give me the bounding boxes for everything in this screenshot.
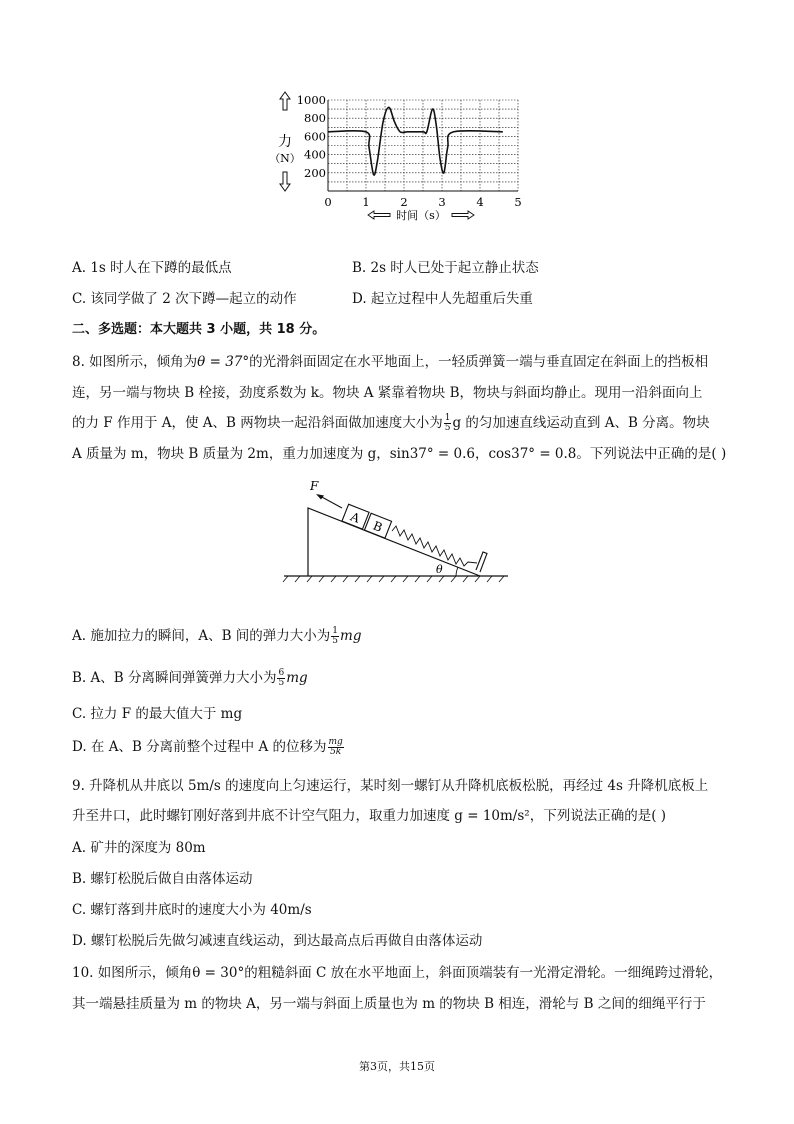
down-arrow-icon — [280, 172, 290, 191]
y-label-char: 力 — [278, 134, 292, 150]
page-footer: 第3页，共15页 — [359, 1060, 435, 1073]
force-label: F — [310, 479, 319, 493]
block-b-label: B — [370, 518, 385, 535]
x-tick-label: 0 — [324, 195, 332, 209]
force-arrow-head-icon — [316, 494, 324, 500]
stopper-plate — [476, 552, 487, 572]
y-tick-label: 800 — [304, 111, 326, 126]
q8-opt-d-fraction — [328, 738, 344, 757]
q8-line-1c: 的光滑斜面固定在水平地面上，一轻质弹簧一端与垂直固定在斜面上的挡板相 — [249, 354, 709, 370]
q8-angle: θ = 37° — [197, 354, 250, 370]
q8-opt-b-tail: mg — [286, 670, 308, 686]
x-tick-label: 5 — [514, 195, 522, 209]
x-tick-labels — [324, 195, 521, 209]
q8-line-4: A 质量为 m，物块 B 质量为 2m，重力加速度为 g，sin37° = 0.6，cos37° = 0.8。下列说法中正确的是( ) — [72, 446, 727, 462]
frac-den: 5k — [330, 747, 342, 757]
block-a-label: A — [348, 509, 362, 526]
q7-option-a: A. 1s 时人在下蹲的最低点 — [72, 260, 232, 276]
x-axis-label — [368, 208, 474, 222]
theta-label: θ — [436, 563, 443, 576]
force-arrow-line — [320, 496, 342, 508]
q8-opt-b-text: B. A、B 分离瞬间弹簧弹力大小为 — [72, 670, 277, 686]
x-tick-label: 2 — [400, 195, 408, 209]
frac-num: mg — [328, 737, 343, 747]
angle-arc — [456, 567, 458, 576]
frac-num: 1 — [332, 626, 339, 636]
x-tick-label: 1 — [362, 195, 370, 209]
x-label-text: 时间（s） — [396, 209, 446, 222]
q7-option-b: B. 2s 时人已处于起立静止状态 — [352, 260, 539, 276]
q8-line-1 — [72, 352, 708, 372]
section-heading-multi-choice: 二、多选题：本大题共 3 小题，共 18 分。 — [72, 322, 326, 337]
q8-opt-a-fraction — [331, 627, 339, 646]
q8-line-1a: 8. 如图所示，倾角为 — [72, 354, 198, 370]
q9-option-a: A. 矿井的深度为 80m — [72, 840, 206, 856]
q9-option-c: C. 螺钉落到井底时的速度大小为 40m/s — [72, 902, 312, 918]
q9-line-2: 升至井口，此时螺钉刚好落到井底不计空气阻力，取重力加速度 g = 10m/s²，下列说法正确的是( ) — [72, 808, 667, 824]
q10-line-1: 10. 如图所示，倾角θ = 30°的粗糙斜面 C 放在水平地面上，斜面顶端装有一光滑定滑轮。一细绳跨过滑轮， — [72, 965, 723, 981]
y-tick-label: 600 — [304, 129, 326, 144]
y-label-unit: （N） — [269, 152, 301, 165]
q8-option-c: C. 拉力 F 的最大值大于 mg — [72, 706, 243, 722]
q8-opt-a-tail: mg — [340, 628, 362, 644]
y-tick-label: 400 — [304, 147, 326, 162]
q8-frac-num: 1 — [444, 413, 451, 423]
left-arrow-icon — [368, 211, 390, 219]
q8-opt-a-text: A. 施加拉力的瞬间，A、B 间的弹力大小为 — [72, 628, 331, 644]
x-tick-label: 3 — [438, 195, 446, 209]
up-arrow-icon — [280, 92, 290, 110]
q8-option-b — [72, 668, 308, 688]
x-tick-label: 4 — [476, 195, 484, 209]
q9-line-1: 9. 升降机从井底以 5m/s 的速度向上匀速运行，某时刻一螺钉从升降机底板松脱，再经过 4s 升降机底板上 — [72, 778, 709, 794]
right-arrow-icon — [452, 211, 474, 219]
q8-option-d — [72, 737, 345, 757]
incline-wedge — [308, 508, 480, 576]
q8-line-3a: 的力 F 作用于 A，使 A、B 两物块一起沿斜面做加速度大小为 — [72, 415, 443, 431]
q8-frac-den: 5 — [444, 423, 451, 433]
force-curve — [328, 107, 503, 175]
q8-fraction — [444, 414, 452, 433]
q9-option-d: D. 螺钉松脱后先做匀减速直线运动，到达最高点后再做自由落体运动 — [72, 933, 483, 949]
q8-opt-b-fraction — [277, 669, 285, 688]
q9-option-b: B. 螺钉松脱后做自由落体运动 — [72, 871, 253, 887]
y-tick-labels — [297, 93, 326, 180]
q8-opt-d-text: D. 在 A、B 分离前整个过程中 A 的位移为 — [72, 739, 327, 755]
frac-den: 5 — [278, 678, 285, 688]
y-tick-label: 200 — [304, 165, 326, 180]
incline-spring-figure — [280, 474, 515, 586]
q8-option-a — [72, 626, 361, 646]
q8-line-3b: g 的匀加速直线运动直到 A、B 分离。物块 — [452, 415, 710, 431]
q7-option-c: C. 该同学做了 2 次下蹲—起立的动作 — [72, 291, 297, 307]
frac-num: 6 — [278, 668, 285, 678]
q10-line-2: 其一端悬挂质量为 m 的物块 A，另一端与斜面上质量也为 m 的物块 B 相连，滑轮与 B 之间的细绳平行于 — [72, 996, 706, 1012]
block-b — [365, 513, 392, 538]
block-a — [342, 504, 369, 529]
y-tick-label: 1000 — [296, 93, 326, 107]
q8-line-3 — [72, 413, 710, 433]
ground-hatching — [283, 576, 504, 582]
q8-line-2: 连，另一端与物块 B 栓接，劲度系数为 k。物块 A 紧靠着物块 B，物块与斜面均静止。现用一沿斜面向上 — [72, 385, 703, 401]
chart-grid — [328, 100, 518, 191]
frac-den: 5 — [332, 636, 339, 646]
q7-option-d: D. 起立过程中人先超重后失重 — [352, 291, 533, 307]
force-time-chart — [270, 88, 520, 223]
